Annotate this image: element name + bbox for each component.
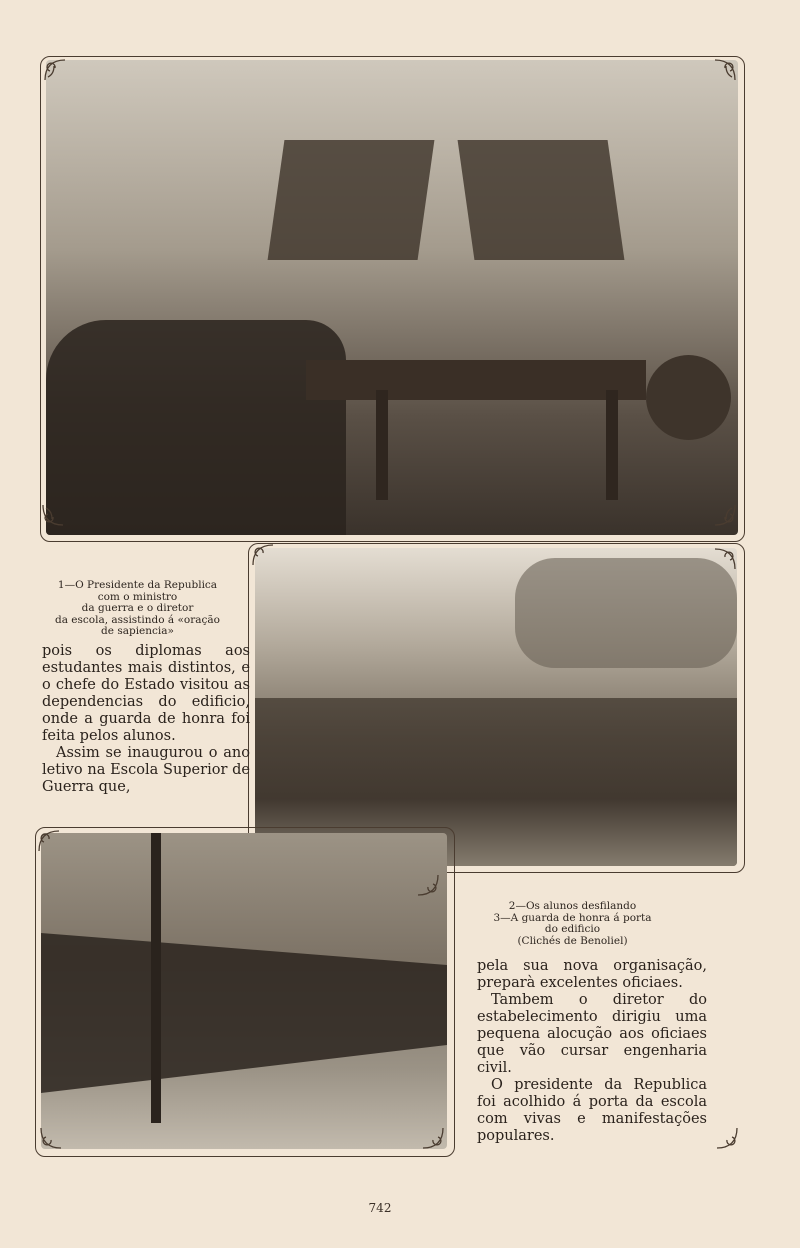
floral-ornament-icon: [712, 57, 738, 83]
floral-ornament-icon: [38, 1125, 64, 1151]
photo-caption-1: [40, 580, 235, 638]
floral-ornament-icon: [36, 828, 62, 854]
caption-line: (Clichés de Benoliel): [517, 934, 628, 947]
caption-line: 2—Os alunos desfilando: [508, 900, 637, 912]
article-paragraph: Tambem o diretor do estabelecimento dirigiu uma pequena alocução aos oficiaes que vão cursar engenharia civil.: [477, 992, 707, 1076]
photo-students-parade: [255, 548, 737, 866]
article-paragraph: Assim se inaugurou o ano letivo na Escola Superior de Guerra que,: [42, 745, 250, 795]
article-left-column: [42, 643, 250, 796]
floral-ornament-icon: [40, 502, 66, 528]
caption-line: da escola, assistindo á «oração: [54, 613, 220, 626]
floral-ornament-icon: [415, 872, 441, 898]
floral-ornament-icon: [712, 546, 738, 572]
article-paragraph: O presidente da Republica foi acolhido á porta da escola com vivas e manifestações populares.: [477, 1077, 707, 1144]
caption-line: de sapiencia»: [101, 625, 174, 637]
caption-line: da guerra e o diretor: [81, 602, 194, 614]
article-right-column: [477, 958, 707, 1145]
caption-line: 3—A guarda de honra á porta: [493, 911, 652, 924]
article-paragraph: pela sua nova organisação, preparà excelentes oficiaes.: [477, 958, 707, 991]
floral-ornament-icon: [712, 502, 738, 528]
photo-president-ceremony: [46, 60, 738, 535]
article-paragraph: pois os diplomas aos estudantes mais distintos, e o chefe do Estado visitou as dependencias do edificio, onde a guarda de honra foi feita pelos alunos.: [42, 643, 250, 744]
page-number: 742: [368, 1201, 392, 1215]
floral-ornament-icon: [714, 1125, 740, 1151]
floral-ornament-icon: [420, 1125, 446, 1151]
photo-guard-of-honour: [41, 833, 447, 1149]
caption-line: com o ministro: [97, 590, 178, 603]
floral-ornament-icon: [42, 57, 68, 83]
caption-line: 1—O Presidente da Republica: [57, 579, 218, 591]
caption-line: do edificio: [544, 923, 601, 935]
photo-caption-2: [470, 901, 675, 947]
floral-ornament-icon: [250, 542, 276, 568]
